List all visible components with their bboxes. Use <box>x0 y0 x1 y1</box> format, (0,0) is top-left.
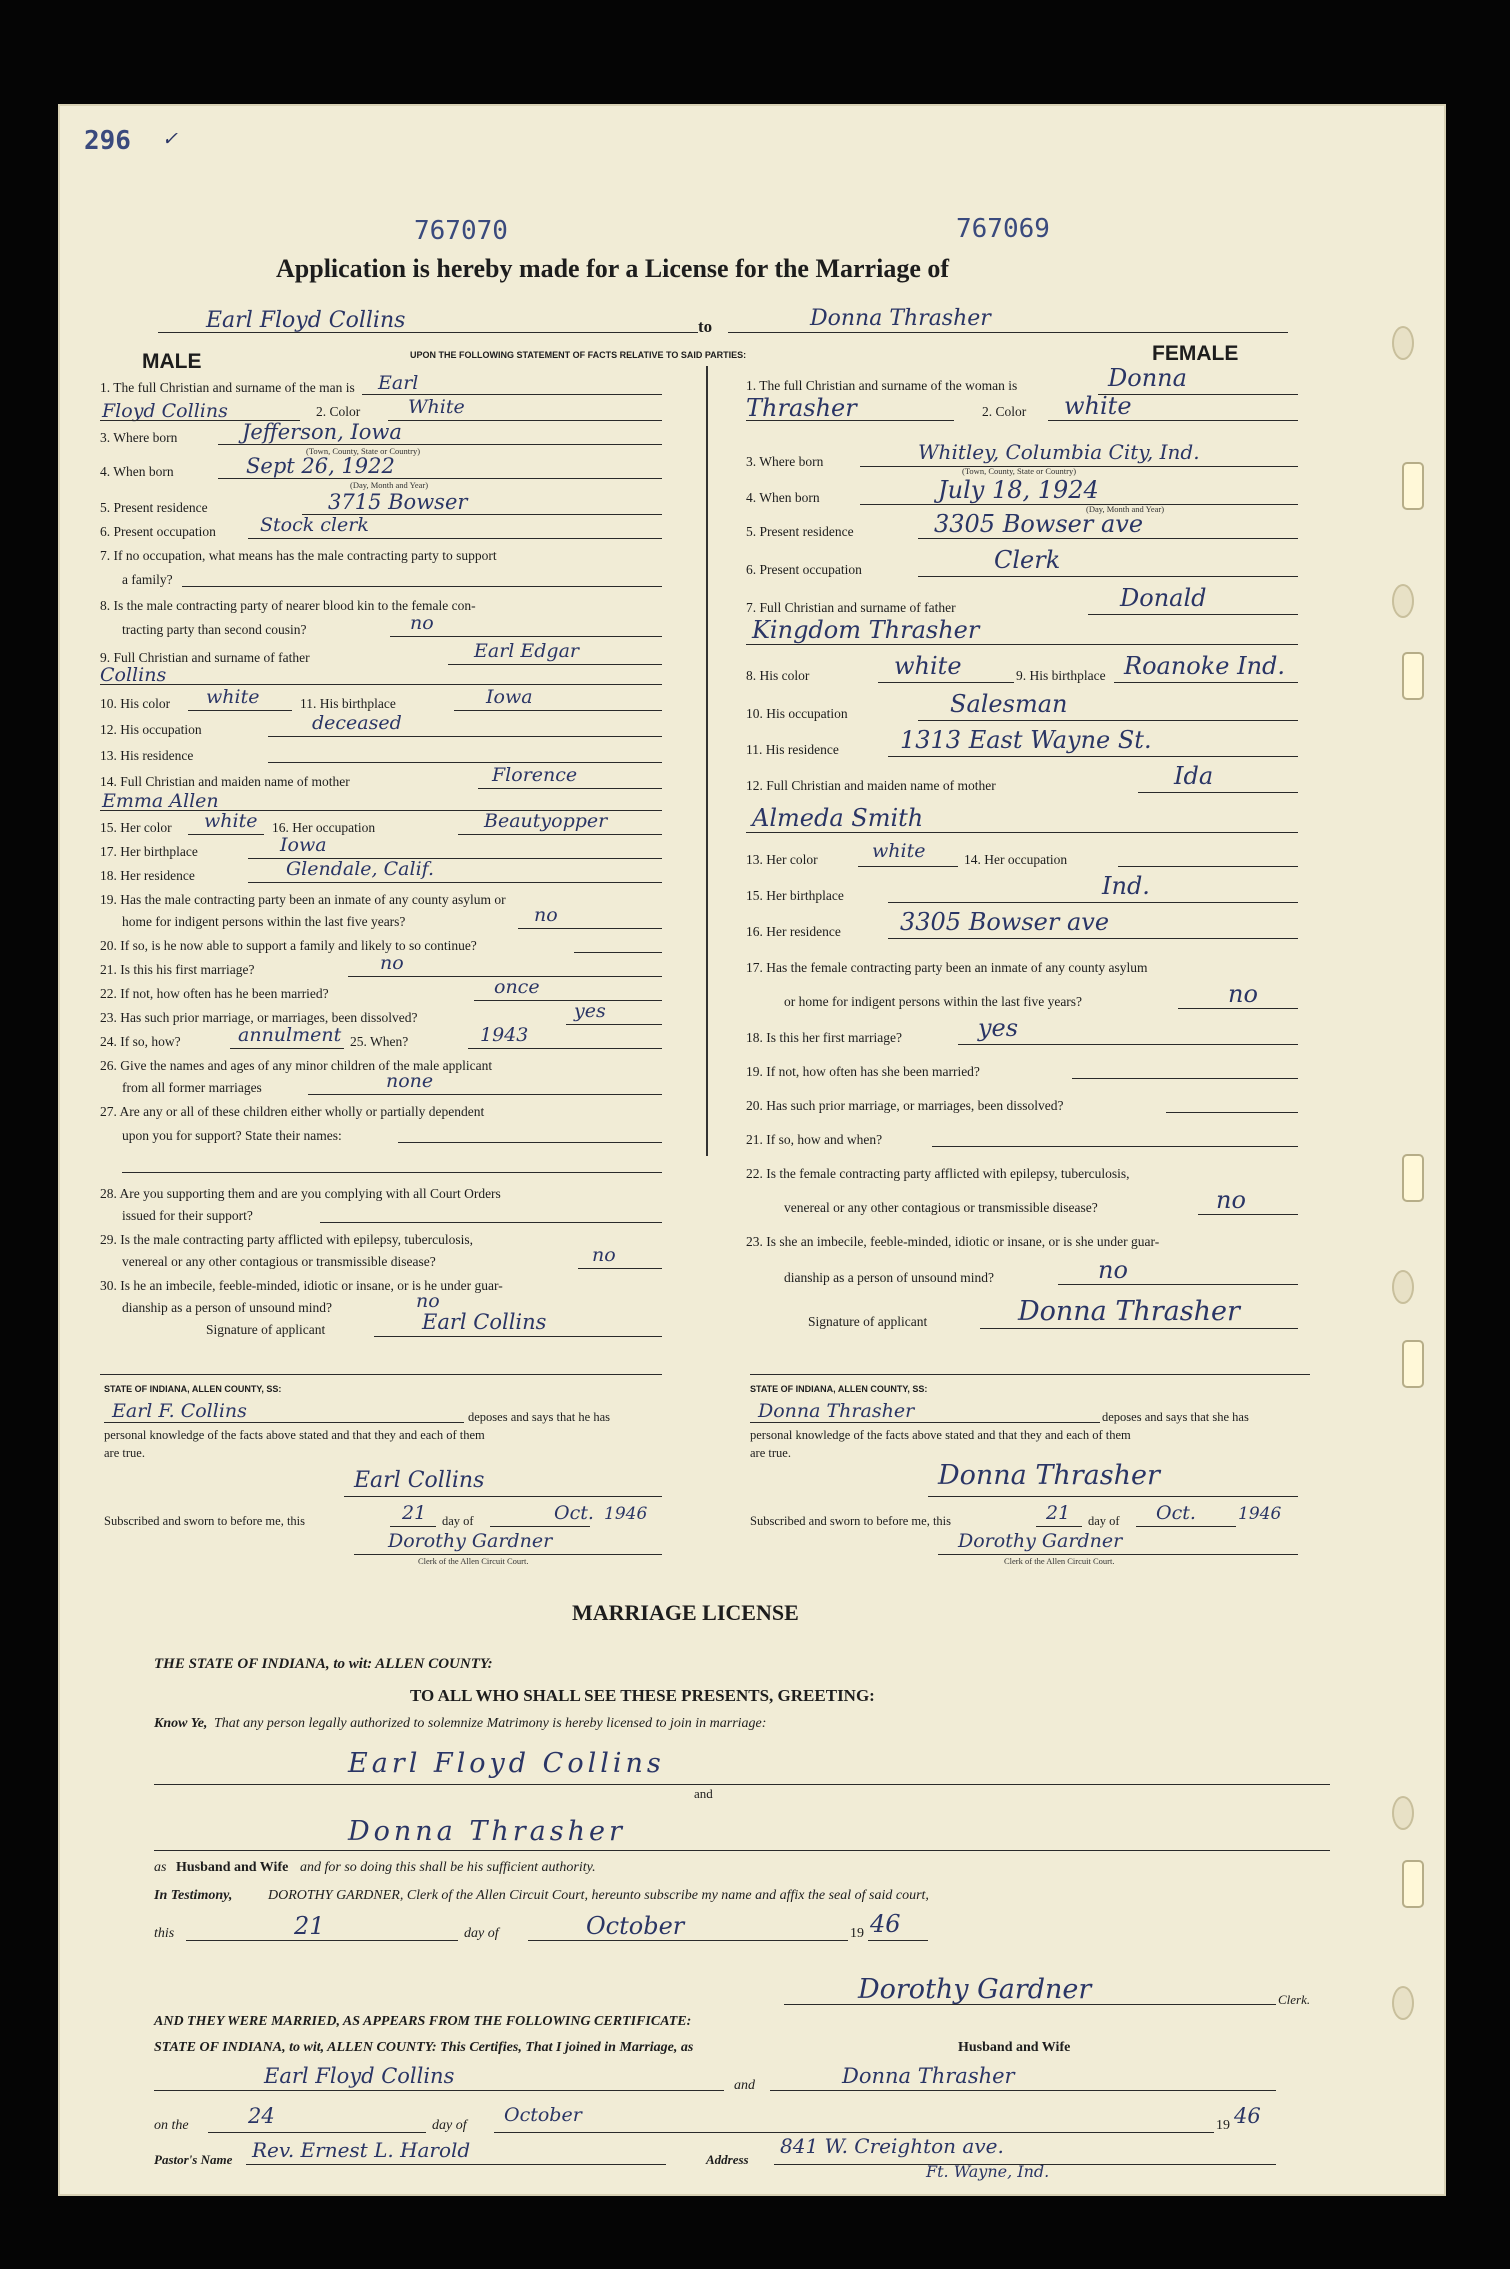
female-clerk-label: Clerk of the Allen Circuit Court. <box>1004 1556 1115 1566</box>
male-q19: 19. Has the male contracting party been an inmate of any county asylum or <box>100 892 506 907</box>
male-q20: 20. If so, is he now able to support a family and likely to so continue? <box>100 938 477 953</box>
female-oath-text3: are true. <box>750 1446 791 1460</box>
female-q21: 21. If so, how and when? <box>746 1132 883 1147</box>
male-q23: 23. Has such prior marriage, or marriages, been dissolved? <box>100 1010 418 1025</box>
certificate-day: 24 <box>248 2104 275 2128</box>
female-q4: 4. When born <box>746 490 820 505</box>
male-a18: Glendale, Calif. <box>286 858 435 880</box>
license-as: as <box>154 1860 167 1875</box>
male-q17: 17. Her birthplace <box>100 844 198 859</box>
certificate-and: and <box>734 2078 755 2093</box>
binder-tab <box>1402 462 1424 510</box>
female-clerk-signature: Dorothy Gardner <box>958 1530 1123 1552</box>
certificate-address-label: Address <box>706 2152 749 2167</box>
female-a18: yes <box>978 1014 1019 1042</box>
female-a15: Ind. <box>1102 872 1150 900</box>
male-q16: 16. Her occupation <box>272 820 376 835</box>
male-cap3: (Town, County, State or Country) <box>306 446 421 456</box>
male-q29: 29. Is the male contracting party afflicted with epilepsy, tuberculosis, <box>100 1232 474 1247</box>
header-to: to <box>698 317 713 336</box>
female-a9: Roanoke Ind. <box>1124 652 1286 680</box>
certificate-groom: Earl Floyd Collins <box>264 2064 455 2088</box>
female-heading: FEMALE <box>1152 342 1239 365</box>
male-q13: 13. His residence <box>100 748 194 763</box>
male-q18: 18. Her residence <box>100 868 195 883</box>
male-a15: white <box>204 810 258 832</box>
female-a7a: Donald <box>1120 584 1207 612</box>
certificate-bride: Donna Thrasher <box>842 2064 1015 2088</box>
male-oath-state: STATE OF INDIANA, ALLEN COUNTY, SS: <box>104 1384 282 1394</box>
female-q12: 12. Full Christian and maiden name of mother <box>746 778 996 793</box>
license-clerk-label: Clerk. <box>1278 1992 1311 2007</box>
female-q13: 13. Her color <box>746 852 818 867</box>
male-oath-text1: deposes and says that he has <box>468 1410 610 1424</box>
male-oath-signature: Earl Collins <box>354 1468 485 1493</box>
statement-line: UPON THE FOLLOWING STATEMENT OF FACTS RELATIVE TO SAID PARTIES: <box>410 350 747 360</box>
female-a10: Salesman <box>950 690 1068 718</box>
female-a1a: Donna <box>1108 364 1187 392</box>
female-a17: no <box>1228 980 1258 1008</box>
female-a6: Clerk <box>994 546 1061 574</box>
male-clerk-signature: Dorothy Gardner <box>388 1530 553 1552</box>
page-number: 296 <box>84 126 131 156</box>
female-a22: no <box>1216 1186 1246 1214</box>
male-oath-year: 1946 <box>604 1504 648 1524</box>
serial-left: 767070 <box>414 216 508 246</box>
binder-tab <box>1402 1340 1424 1388</box>
male-a9a: Earl Edgar <box>474 640 580 662</box>
female-q2: 2. Color <box>982 404 1027 419</box>
female-q16: 16. Her residence <box>746 924 841 939</box>
female-q7: 7. Full Christian and surname of father <box>746 600 956 615</box>
female-a3: Whitley, Columbia City, Ind. <box>918 440 1200 464</box>
license-this: this <box>154 1926 175 1941</box>
female-cap4: (Day, Month and Year) <box>1086 504 1165 514</box>
female-q18: 18. Is this her first marriage? <box>746 1030 902 1045</box>
male-a21: no <box>380 952 404 974</box>
female-oath-name: Donna Thrasher <box>758 1400 915 1422</box>
license-month: October <box>586 1912 685 1940</box>
female-q5: 5. Present residence <box>746 524 854 539</box>
binder-tab <box>1402 1860 1424 1908</box>
female-a1b: Thrasher <box>746 394 857 422</box>
male-a14b: Emma Allen <box>102 790 219 812</box>
male-a10: white <box>206 686 260 708</box>
female-oath-dayof: day of <box>1088 1514 1120 1528</box>
female-a5: 3305 Bowser ave <box>934 510 1144 538</box>
license-testimony-text: DOROTHY GARDNER, Clerk of the Allen Circuit Court, hereunto subscribe my name and affix the seal of said court, <box>268 1888 929 1903</box>
female-oath-state: STATE OF INDIANA, ALLEN COUNTY, SS: <box>750 1384 928 1394</box>
serial-right: 767069 <box>956 214 1050 244</box>
female-q14: 14. Her occupation <box>964 852 1068 867</box>
male-a4: Sept 26, 1922 <box>246 454 395 478</box>
female-q23: 23. Is she an imbecile, feeble-minded, idiotic or insane, or is she under guar- <box>746 1234 1160 1249</box>
female-signature: Donna Thrasher <box>1018 1296 1240 1327</box>
male-q26: 26. Give the names and ages of any minor children of the male applicant <box>100 1058 493 1073</box>
female-q1: 1. The full Christian and surname of the woman is <box>746 378 1018 393</box>
female-oath-day: 21 <box>1046 1502 1071 1524</box>
male-a26: none <box>386 1070 434 1092</box>
male-q9: 9. Full Christian and surname of father <box>100 650 310 665</box>
license-husband-wife: Husband and Wife <box>176 1860 289 1875</box>
female-q23b: dianship as a person of unsound mind? <box>784 1270 994 1285</box>
male-a8: no <box>410 612 434 634</box>
male-a1a: Earl <box>378 372 419 394</box>
binder-hole <box>1392 1270 1414 1304</box>
male-q1: 1. The full Christian and surname of the man is <box>100 380 355 395</box>
license-greeting: TO ALL WHO SHALL SEE THESE PRESENTS, GREETING: <box>410 1686 875 1705</box>
license-authority: and for so doing this shall be his sufficient authority. <box>300 1860 596 1875</box>
male-heading: MALE <box>142 350 202 373</box>
male-a11: Iowa <box>486 686 533 708</box>
male-q5: 5. Present residence <box>100 500 208 515</box>
binder-hole <box>1392 1796 1414 1830</box>
male-sig-label: Signature of applicant <box>206 1322 326 1337</box>
license-year-prefix: 19 <box>850 1926 864 1941</box>
male-a2: White <box>408 396 465 418</box>
certificate-husband-wife: Husband and Wife <box>958 2040 1071 2055</box>
license-testimony: In Testimony, <box>154 1888 233 1903</box>
female-a4: July 18, 1924 <box>938 476 1099 504</box>
male-q6: 6. Present occupation <box>100 524 216 539</box>
certificate-dayof: day of <box>432 2118 467 2133</box>
male-oath-text3: are true. <box>104 1446 145 1460</box>
certificate-pastor-label: Pastor's Name <box>154 2152 233 2167</box>
male-q24: 24. If so, how? <box>100 1034 181 1049</box>
binder-hole <box>1392 584 1414 618</box>
female-q6: 6. Present occupation <box>746 562 862 577</box>
male-q22: 22. If not, how often has he been married? <box>100 986 329 1001</box>
female-q22: 22. Is the female contracting party afflicted with epilepsy, tuberculosis, <box>746 1166 1130 1181</box>
check-mark: ✓ <box>162 128 178 150</box>
license-bride: Donna Thrasher <box>348 1816 626 1847</box>
male-q12: 12. His occupation <box>100 722 202 737</box>
female-oath-text1: deposes and says that she has <box>1102 1410 1249 1424</box>
male-q14: 14. Full Christian and maiden name of mother <box>100 774 350 789</box>
male-oath-dayof: day of <box>442 1514 474 1528</box>
female-oath-signature: Donna Thrasher <box>938 1460 1160 1491</box>
binder-tab <box>1402 1154 1424 1202</box>
female-q9: 9. His birthplace <box>1016 668 1106 683</box>
male-q11: 11. His birthplace <box>300 696 396 711</box>
male-a1b: Floyd Collins <box>102 400 228 422</box>
male-oath-sworn: Subscribed and sworn to before me, this <box>104 1514 306 1528</box>
license-state: THE STATE OF INDIANA, to wit: ALLEN COUNTY: <box>154 1656 493 1672</box>
male-oath-text2: personal knowledge of the facts above stated and that they and each of them <box>104 1428 485 1442</box>
column-divider <box>706 366 708 1156</box>
male-cap4: (Day, Month and Year) <box>350 480 429 490</box>
license-know-ye: Know Ye, <box>154 1716 208 1731</box>
male-q15: 15. Her color <box>100 820 172 835</box>
female-q8: 8. His color <box>746 668 810 683</box>
male-a12: deceased <box>312 712 402 734</box>
male-oath-day: 21 <box>402 1502 427 1524</box>
license-and: and <box>694 1786 713 1801</box>
male-a6: Stock clerk <box>260 514 369 536</box>
male-a9b: Collins <box>100 664 167 686</box>
female-q20: 20. Has such prior marriage, or marriages, been dissolved? <box>746 1098 1064 1113</box>
female-oath-month: Oct. <box>1156 1502 1196 1524</box>
male-a16: Beautyopper <box>484 810 608 832</box>
license-groom: Earl Floyd Collins <box>348 1748 665 1779</box>
male-q28: 28. Are you supporting them and are you complying with all Court Orders <box>100 1186 501 1201</box>
certificate-month: October <box>504 2104 582 2126</box>
certificate-year-prefix: 19 <box>1216 2118 1230 2133</box>
male-q30: 30. Is he an imbecile, feeble-minded, idiotic or insane, or is he under guar- <box>100 1278 503 1293</box>
male-q8: 8. Is the male contracting party of nearer blood kin to the female con- <box>100 598 476 613</box>
female-q10: 10. His occupation <box>746 706 848 721</box>
female-q22b: venereal or any other contagious or transmissible disease? <box>784 1200 1098 1215</box>
female-sig-label: Signature of applicant <box>808 1314 928 1329</box>
male-a22: once <box>494 976 540 998</box>
female-q11: 11. His residence <box>746 742 839 757</box>
male-q30b: dianship as a person of unsound mind? <box>122 1300 332 1315</box>
female-q15: 15. Her birthplace <box>746 888 844 903</box>
female-oath-text2: personal knowledge of the facts above stated and that they and each of them <box>750 1428 1131 1442</box>
male-a14a: Florence <box>492 764 578 786</box>
male-oath-name: Earl F. Collins <box>112 1400 247 1422</box>
male-a23: yes <box>574 1000 606 1022</box>
female-a16: 3305 Bowser ave <box>900 908 1110 936</box>
male-q8b: tracting party than second cousin? <box>122 622 307 637</box>
male-q29b: venereal or any other contagious or transmissible disease? <box>122 1254 436 1269</box>
male-a5: 3715 Bowser <box>328 490 468 514</box>
female-oath-sworn: Subscribed and sworn to before me, this <box>750 1514 952 1528</box>
male-signature: Earl Collins <box>422 1310 547 1334</box>
male-q21: 21. Is this his first marriage? <box>100 962 255 977</box>
male-q27b: upon you for support? State their names: <box>122 1128 342 1143</box>
certificate-address-line2: Ft. Wayne, Ind. <box>926 2162 1050 2181</box>
binder-tab <box>1402 652 1424 700</box>
male-q2: 2. Color <box>316 404 361 419</box>
certificate-heading: AND THEY WERE MARRIED, AS APPEARS FROM THE FOLLOWING CERTIFICATE: <box>154 2014 692 2029</box>
female-q3: 3. Where born <box>746 454 824 469</box>
male-oath-month: Oct. <box>554 1502 594 1524</box>
male-q25: 25. When? <box>350 1034 409 1049</box>
male-q4: 4. When born <box>100 464 174 479</box>
female-q17b: or home for indigent persons within the last five years? <box>784 994 1083 1009</box>
male-q10: 10. His color <box>100 696 171 711</box>
male-a30: no <box>416 1290 440 1312</box>
male-a3: Jefferson, Iowa <box>242 420 402 444</box>
male-a17: Iowa <box>280 834 327 856</box>
female-a12a: Ida <box>1174 762 1214 790</box>
license-know-text: That any person legally authorized to solemnize Matrimony is hereby licensed to join in marriage: <box>214 1716 767 1731</box>
header-groom-name: Earl Floyd Collins <box>206 308 406 333</box>
male-q7b: a family? <box>122 572 173 587</box>
license-dayof: day of <box>464 1926 499 1941</box>
male-a19: no <box>534 904 558 926</box>
document-page <box>58 104 1446 2196</box>
female-q17: 17. Has the female contracting party been an inmate of any county asylum <box>746 960 1148 975</box>
female-a8: white <box>894 652 962 680</box>
female-q19: 19. If not, how often has she been married? <box>746 1064 980 1079</box>
license-day: 21 <box>294 1912 325 1940</box>
female-a23: no <box>1098 1256 1128 1284</box>
male-q19b: home for indigent persons within the last five years? <box>122 914 406 929</box>
male-clerk-label: Clerk of the Allen Circuit Court. <box>418 1556 529 1566</box>
license-title: MARRIAGE LICENSE <box>572 1600 799 1625</box>
male-a25: 1943 <box>480 1024 529 1046</box>
certificate-year: 46 <box>1234 2104 1261 2128</box>
application-title: Application is hereby made for a License for the Marriage of <box>276 254 950 283</box>
female-cap3: (Town, County, State or Country) <box>962 466 1077 476</box>
certificate-address-line1: 841 W. Creighton ave. <box>780 2134 1004 2158</box>
female-a2: white <box>1064 392 1132 420</box>
license-year: 46 <box>870 1910 901 1938</box>
female-oath-year: 1946 <box>1238 1504 1282 1524</box>
female-a12b: Almeda Smith <box>752 804 924 832</box>
male-q7: 7. If no occupation, what means has the male contracting party to support <box>100 548 497 563</box>
female-a13: white <box>872 840 926 862</box>
binder-hole <box>1392 1986 1414 2020</box>
male-a24: annulment <box>238 1024 342 1046</box>
male-a29: no <box>592 1244 616 1266</box>
female-a7b: Kingdom Thrasher <box>752 616 980 644</box>
certificate-state: STATE OF INDIANA, to wit, ALLEN COUNTY: This Certifies, That I joined in Marriage, as <box>154 2040 694 2055</box>
binder-hole <box>1392 326 1414 360</box>
male-q27: 27. Are any or all of these children either wholly or partially dependent <box>100 1104 485 1119</box>
certificate-pastor: Rev. Ernest L. Harold <box>252 2138 471 2162</box>
male-q26b: from all former marriages <box>122 1080 262 1095</box>
license-clerk-signature: Dorothy Gardner <box>858 1974 1092 2005</box>
male-q3: 3. Where born <box>100 430 178 445</box>
certificate-onthe: on the <box>154 2118 189 2133</box>
header-bride-name: Donna Thrasher <box>810 306 991 331</box>
female-a11: 1313 East Wayne St. <box>900 726 1152 754</box>
male-q28b: issued for their support? <box>122 1208 253 1223</box>
